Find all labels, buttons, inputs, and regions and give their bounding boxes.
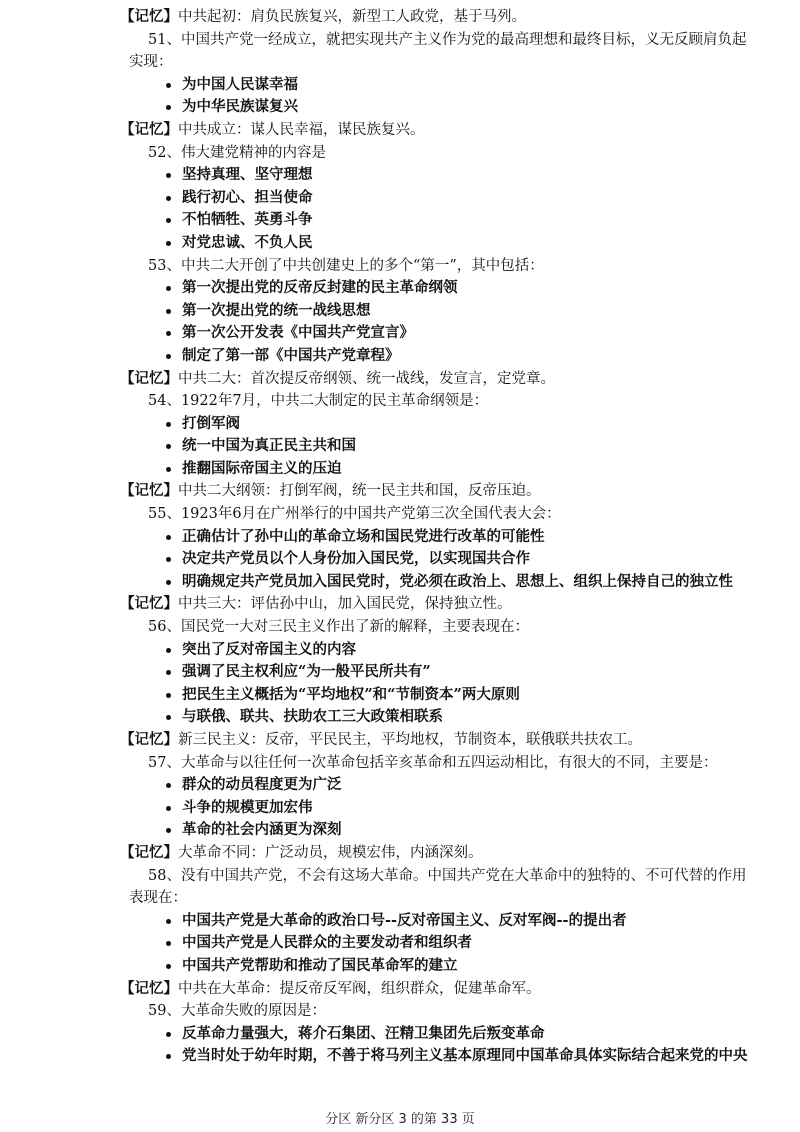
memory-note	[0, 368, 800, 391]
memory-text: 大革命不同：广泛动员，规模宏伟，内涵深刻。	[178, 844, 483, 861]
bullet-text: 不怕牺牲、英勇斗争	[182, 211, 313, 229]
memory-note	[0, 480, 800, 503]
bullet-dot-icon	[166, 964, 171, 969]
bullet-item	[0, 232, 800, 255]
bullet-text: 制定了第一部《中国共产党章程》	[182, 346, 400, 364]
bullet-item	[0, 413, 800, 436]
bullet-text: 对党忠诚、不负人民	[182, 233, 313, 251]
memory-note	[0, 6, 800, 29]
memory-tag: 【记忆】	[120, 482, 178, 500]
bullet-item	[0, 571, 800, 594]
bullet-item	[0, 661, 800, 684]
bullet-dot-icon	[166, 693, 171, 698]
bullet-dot-icon	[166, 1032, 171, 1037]
bullet-dot-icon	[166, 648, 171, 653]
document-page	[0, 6, 800, 1068]
bullet-text: 群众的动员程度更为广泛	[182, 776, 342, 794]
page-footer	[0, 1108, 800, 1127]
bullet-item	[0, 797, 800, 820]
memory-tag: 【记忆】	[120, 595, 178, 613]
question-line: 54、1922年7月，中共二大制定的民主革命纲领是：	[148, 393, 489, 410]
memory-text: 中共成立：谋人民幸福，谋民族复兴。	[178, 121, 425, 138]
bullet-item	[0, 819, 800, 842]
bullet-text: 反革命力量强大，蒋介石集团、汪精卫集团先后叛变革命	[182, 1024, 545, 1042]
question-line: 58、没有中国共产党，不会有这场大革命。中国共产党在大革命中的独特的、不可代替的作用	[148, 867, 747, 884]
bullet-text: 中国共产党是大革命的政治口号--反对帝国主义、反对军阀--的提出者	[182, 911, 627, 929]
bullet-item	[0, 684, 800, 707]
bullet-item	[0, 300, 800, 323]
bullet-item	[0, 164, 800, 187]
bullet-item	[0, 1045, 800, 1068]
bullet-dot-icon	[166, 354, 171, 359]
question-continuation: 实现：	[129, 54, 173, 71]
memory-text: 中共起初：肩负民族复兴，新型工人政党，基于马列。	[178, 9, 526, 25]
bullet-text: 推翻国际帝国主义的压迫	[182, 459, 342, 477]
bullet-text: 明确规定共产党员加入国民党时，党必须在政治上、思想上、组织上保持自己的独立性	[182, 572, 733, 590]
bullet-text: 党当时处于幼年时期，不善于将马列主义基本原理同中国革命具体实际结合起来党的中央	[182, 1047, 748, 1065]
bullet-text: 打倒军阀	[182, 414, 240, 432]
bullet-dot-icon	[166, 241, 171, 246]
bullet-dot-icon	[166, 580, 171, 585]
bullet-text: 正确估计了孙中山的革命立场和国民党进行改革的可能性	[182, 527, 545, 545]
bullet-text: 践行初心、担当使命	[182, 188, 313, 206]
question-line: 51、中国共产党一经成立，就把实现共产主义作为党的最高理想和最终目标，义无反顾肩负起	[148, 31, 747, 48]
footer-text: 分区 新分区 3 的第 33 页	[325, 1112, 475, 1127]
memory-text: 中共二大纲领：打倒军阀，统一民主共和国，反帝压迫。	[178, 483, 541, 500]
bullet-item	[0, 955, 800, 978]
memory-tag: 【记忆】	[120, 369, 178, 387]
bullet-item	[0, 706, 800, 729]
memory-tag: 【记忆】	[120, 8, 178, 25]
bullet-text: 为中国人民谋幸福	[182, 75, 298, 93]
bullet-item	[0, 74, 800, 97]
bullet-item	[0, 435, 800, 458]
bullet-text: 统一中国为真正民主共和国	[182, 437, 356, 455]
memory-note	[0, 119, 800, 142]
question-line: 57、大革命与以往任何一次革命包括辛亥革命和五四运动相比，有很大的不同，主要是：	[148, 754, 718, 771]
memory-text: 中共二大：首次提反帝纲领、统一战线，发宣言，定党章。	[178, 370, 555, 387]
bullet-dot-icon	[166, 919, 171, 924]
memory-tag: 【记忆】	[120, 120, 178, 138]
bullet-text: 斗争的规模更加宏伟	[182, 798, 313, 816]
bullet-dot-icon	[166, 83, 171, 88]
question-continuation: 表现在：	[129, 890, 187, 907]
bullet-text: 强调了民主权利应“为一般平民所共有”	[182, 663, 431, 681]
bullet-text: 突出了反对帝国主义的内容	[182, 640, 356, 658]
bullet-text: 决定共产党员以个人身份加入国民党，以实现国共合作	[182, 550, 530, 568]
question-line: 55、1923年6月在广州举行的中国共产党第三次全国代表大会：	[148, 506, 561, 523]
memory-note	[0, 978, 800, 1001]
bullet-dot-icon	[166, 422, 171, 427]
bullet-item	[0, 910, 800, 933]
bullet-item	[0, 187, 800, 210]
question-line: 52、伟大建党精神的内容是	[148, 144, 326, 161]
bullet-dot-icon	[166, 309, 171, 314]
bullet-text: 第一次公开发表《中国共产党宣言》	[182, 324, 414, 342]
bullet-text: 中国共产党是人民群众的主要发动者和组织者	[182, 934, 472, 952]
bullet-text: 第一次提出党的反帝反封建的民主革命纲领	[182, 279, 458, 297]
question-line: 56、国民党一大对三民主义作出了新的解释，主要表现在：	[148, 619, 529, 636]
bullet-text: 把民生主义概括为“平均地权”和“节制资本”两大原则	[182, 685, 520, 703]
bullet-dot-icon	[166, 806, 171, 811]
bullet-text: 为中华民族谋复兴	[182, 98, 298, 116]
bullet-item	[0, 458, 800, 481]
bullet-text: 中国共产党帮助和推动了国民革命军的建立	[182, 956, 458, 974]
memory-text: 中共三大：评估孙中山，加入国民党，保持独立性。	[178, 596, 512, 613]
memory-text: 新三民主义：反帝，平民民主，平均地权，节制资本，联俄联共扶农工。	[178, 732, 642, 748]
bullet-dot-icon	[166, 196, 171, 201]
memory-tag: 【记忆】	[120, 731, 178, 748]
bullet-item	[0, 526, 800, 549]
bullet-item	[0, 209, 800, 232]
bullet-item	[0, 774, 800, 797]
memory-note	[0, 842, 800, 865]
bullet-text: 坚持真理、坚守理想	[182, 166, 313, 184]
memory-tag: 【记忆】	[120, 979, 178, 997]
question-line: 59、大革命失败的原因是：	[148, 1003, 326, 1020]
bullet-text: 与联俄、联共、扶助农工三大政策相联系	[182, 708, 443, 726]
memory-note	[0, 729, 800, 752]
bullet-item	[0, 548, 800, 571]
question-line: 53、中共二大开创了中共创建史上的多个“第一”，其中包括：	[148, 257, 544, 274]
bullet-item	[0, 322, 800, 345]
bullet-item	[0, 345, 800, 368]
bullet-text: 第一次提出党的统一战线思想	[182, 301, 371, 319]
bullet-dot-icon	[166, 467, 171, 472]
bullet-item	[0, 277, 800, 300]
bullet-text: 革命的社会内涵更为深刻	[182, 821, 342, 839]
bullet-item	[0, 96, 800, 119]
bullet-item	[0, 932, 800, 955]
bullet-item	[0, 639, 800, 662]
memory-text: 中共在大革命：提反帝反军阀，组织群众，促建革命军。	[178, 980, 541, 997]
memory-note	[0, 593, 800, 616]
memory-tag: 【记忆】	[120, 843, 178, 861]
bullet-dot-icon	[166, 535, 171, 540]
bullet-item	[0, 1023, 800, 1046]
